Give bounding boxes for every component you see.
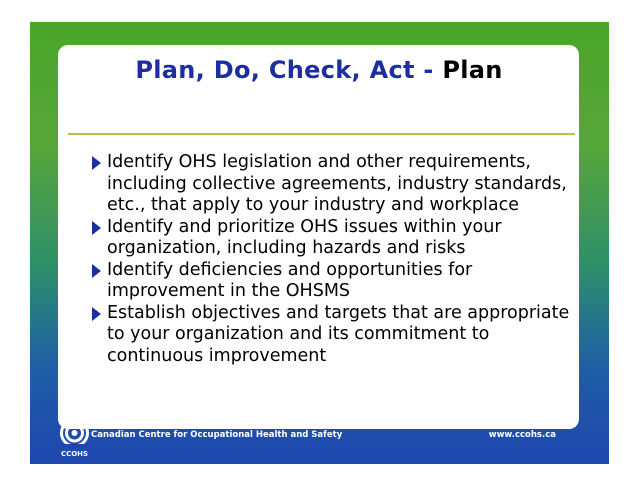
bullet-item — [90, 303, 580, 368]
bullet-list — [90, 152, 580, 367]
bullet-item — [90, 152, 580, 217]
title-main: Plan, Do, Check, Act - — [135, 56, 434, 84]
bullet-arrow-icon — [92, 156, 101, 170]
bullet-text: Identify and prioritize OHS issues within your organization, including hazards and risks — [107, 216, 502, 258]
bullet-arrow-icon — [92, 221, 101, 235]
website-link[interactable]: www.ccohs.ca — [488, 430, 556, 440]
bullet-arrow-icon — [92, 264, 101, 278]
ccohs-logo-icon — [57, 417, 92, 459]
bullet-text: Identify deficiencies and opportunities for improvement in the OHSMS — [107, 259, 473, 301]
logo-wordmark: CCOHS — [60, 450, 89, 458]
organization-name: Canadian Centre for Occupational Health and Safety — [91, 430, 343, 440]
bullet-item — [90, 260, 580, 303]
bullet-text: Identify OHS legislation and other requirements, including collective agreements, industry standards, etc., that apply to your industry and workplace — [107, 152, 567, 215]
bullet-text: Establish objectives and targets that are appropriate to your organization and its commitment to continuous improvement — [107, 302, 570, 366]
bullet-arrow-icon — [92, 307, 101, 321]
title-emphasis: Plan — [442, 56, 503, 84]
bullet-item — [90, 217, 580, 260]
title-divider — [68, 133, 575, 135]
slide-footer — [30, 414, 609, 464]
slide-title — [0, 56, 638, 84]
